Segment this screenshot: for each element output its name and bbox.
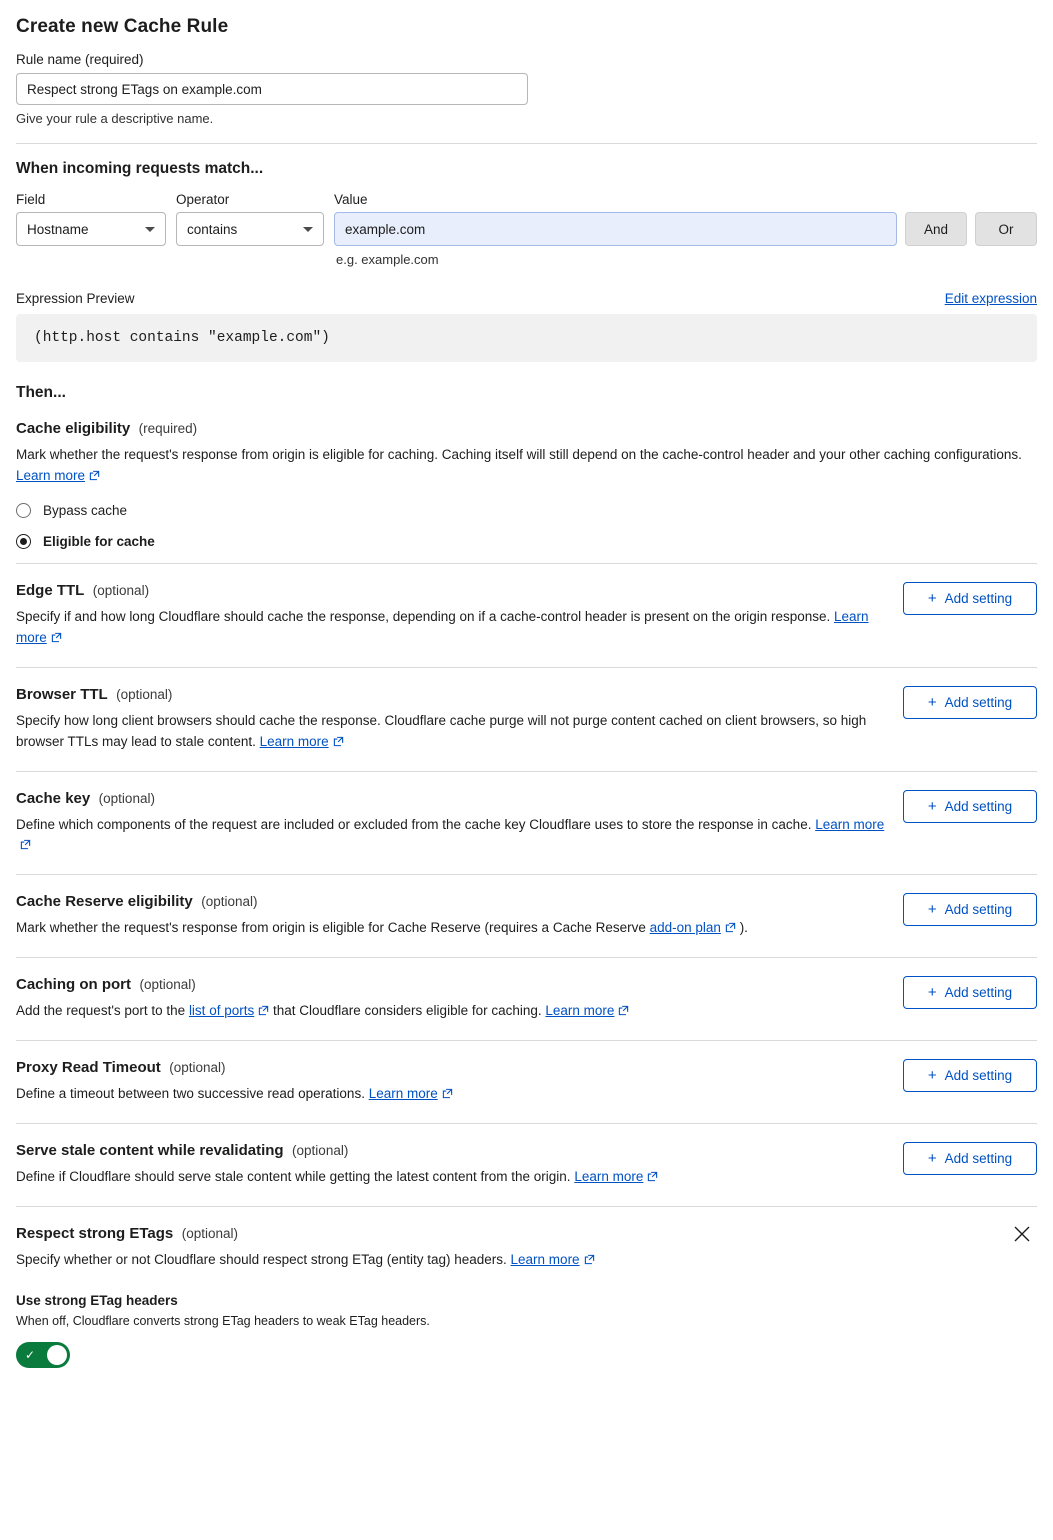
edit-expression-link[interactable]: Edit expression — [944, 291, 1037, 306]
setting-description-text-2: that Cloudflare considers eligible for caching. — [269, 1003, 546, 1019]
setting-learn-more-link[interactable]: Learn more — [815, 816, 885, 832]
toggle-knob — [47, 1345, 67, 1365]
setting-caching-on-port — [16, 957, 1037, 1040]
expression-preview-code: (http.host contains "example.com") — [16, 314, 1037, 362]
add-setting-label: Add setting — [944, 985, 1013, 1001]
setting-optional-tag: (optional) — [116, 686, 173, 702]
external-link-icon — [89, 470, 100, 481]
setting-title: Edge TTL — [16, 581, 85, 599]
then-heading: Then... — [16, 384, 66, 401]
chevron-down-icon — [145, 227, 155, 232]
operator-select-value: contains — [187, 221, 238, 237]
setting-title: Cache key — [16, 789, 91, 807]
add-setting-button-cache-reserve[interactable] — [903, 893, 1037, 926]
setting-description — [16, 1001, 896, 1022]
external-link-icon — [618, 1005, 629, 1016]
setting-description — [16, 711, 896, 753]
add-setting-button-caching-on-port[interactable] — [903, 976, 1037, 1009]
etags-sub-title: Use strong ETag headers — [16, 1292, 178, 1308]
setting-learn-more-link[interactable]: Learn more — [259, 733, 329, 749]
setting-proxy-read-timeout — [16, 1040, 1037, 1123]
etags-optional-tag: (optional) — [181, 1226, 238, 1242]
rule-name-help: Give your rule a descriptive name. — [16, 111, 214, 126]
setting-optional-tag: (optional) — [92, 582, 150, 598]
field-column-label: Field — [16, 192, 46, 207]
setting-browser-ttl — [16, 667, 1037, 771]
setting-description-text: Define if Cloudflare should serve stale content while getting the latest content from the origin. — [16, 1169, 575, 1185]
setting-title: Browser TTL — [16, 685, 108, 703]
cache-eligibility-learn-more-link[interactable]: Learn more — [16, 467, 86, 483]
etags-description-text: Specify whether or not Cloudflare should respect strong ETag (entity tag) headers. — [16, 1252, 511, 1268]
setting-title: Proxy Read Timeout — [16, 1059, 161, 1077]
etags-description — [16, 1250, 896, 1271]
external-link-icon — [258, 1005, 269, 1016]
setting-respect-strong-etags — [16, 1206, 1037, 1398]
value-input[interactable] — [334, 212, 897, 246]
setting-description — [16, 607, 896, 649]
setting-description — [16, 1084, 896, 1105]
setting-serve-stale-content — [16, 1123, 1037, 1206]
plus-icon: + — [927, 984, 937, 1002]
add-setting-label: Add setting — [944, 694, 1013, 710]
setting-description-text: Specify if and how long Cloudflare should cache the response, depending on if a cache-control header is present on the origin response. — [16, 608, 835, 624]
add-setting-button-edge-ttl[interactable] — [903, 582, 1037, 615]
external-link-icon — [584, 1254, 595, 1265]
add-setting-button-browser-ttl[interactable] — [903, 686, 1037, 719]
cache-eligibility-section — [16, 420, 1037, 563]
create-cache-rule-page — [0, 16, 1053, 1398]
cache-eligibility-description-text: Mark whether the request's response from origin is eligible for caching. Caching itself will still depend on the cache-control header and your other caching configurations. — [16, 447, 1022, 462]
setting-optional-tag: (optional) — [139, 977, 196, 993]
match-column-labels — [16, 192, 1037, 207]
operator-select[interactable] — [176, 212, 324, 246]
external-link-icon — [333, 736, 344, 747]
add-setting-button-proxy-read-timeout[interactable] — [903, 1059, 1037, 1092]
radio-icon — [16, 503, 31, 518]
expression-preview-label: Expression Preview — [16, 291, 135, 306]
remove-setting-button[interactable] — [1011, 1223, 1033, 1245]
setting-optional-tag: (optional) — [292, 1143, 349, 1159]
match-heading: When incoming requests match... — [16, 160, 264, 177]
add-setting-label: Add setting — [944, 1068, 1013, 1084]
external-link-icon — [20, 839, 31, 850]
setting-cache-reserve-eligibility — [16, 874, 1037, 957]
page-title: Create new Cache Rule — [16, 16, 229, 37]
setting-optional-tag: (optional) — [98, 790, 155, 806]
chevron-down-icon — [303, 227, 313, 232]
rule-name-input[interactable] — [16, 73, 528, 105]
setting-description — [16, 815, 896, 857]
add-setting-label: Add setting — [944, 590, 1013, 606]
external-link-icon — [51, 632, 62, 643]
radio-eligible-for-cache-label: Eligible for cache — [43, 533, 155, 549]
setting-description-text: Mark whether the request's response from origin is eligible for Cache Reserve (requires a Cache Reserve — [16, 920, 650, 936]
and-button[interactable]: And — [905, 212, 967, 246]
setting-learn-more-link[interactable]: Learn more — [368, 1086, 438, 1102]
setting-description-text: Specify how long client browsers should cache the response. Cloudflare cache purge will not purge content cached on client browsers, so high browser TTLs may lead to stale content. — [16, 712, 867, 749]
add-setting-button-cache-key[interactable] — [903, 790, 1037, 823]
radio-checked-icon — [16, 534, 31, 549]
check-icon: ✓ — [25, 1347, 36, 1362]
external-link-icon — [647, 1171, 658, 1182]
add-setting-label: Add setting — [944, 902, 1013, 918]
setting-description — [16, 918, 896, 939]
field-select[interactable] — [16, 212, 166, 246]
setting-optional-tag: (optional) — [169, 1060, 226, 1076]
plus-icon: + — [927, 1150, 937, 1168]
add-on-plan-link[interactable]: add-on plan — [649, 920, 721, 936]
radio-bypass-cache-label: Bypass cache — [43, 502, 128, 518]
external-link-icon — [442, 1088, 453, 1099]
external-link-icon — [725, 922, 736, 933]
list-of-ports-link[interactable]: list of ports — [188, 1003, 255, 1019]
radio-bypass-cache[interactable] — [16, 503, 1037, 518]
cache-eligibility-title: Cache eligibility — [16, 420, 131, 437]
plus-icon: + — [927, 901, 937, 919]
setting-title: Cache Reserve eligibility — [16, 893, 193, 911]
cache-eligibility-required: (required) — [138, 421, 198, 436]
value-column-label: Value — [334, 192, 368, 207]
value-hint: e.g. example.com — [336, 252, 439, 267]
setting-learn-more-link[interactable]: Learn more — [16, 608, 869, 645]
add-setting-label: Add setting — [944, 1151, 1013, 1167]
setting-title: Serve stale content while revalidating — [16, 1142, 284, 1160]
radio-eligible-for-cache[interactable] — [16, 534, 1037, 549]
plus-icon: + — [927, 693, 937, 711]
setting-optional-tag: (optional) — [201, 894, 258, 910]
setting-description-text: Define a timeout between two successive read operations. — [16, 1086, 369, 1102]
setting-title: Caching on port — [16, 976, 131, 994]
plus-icon: + — [927, 797, 937, 815]
setting-description-text-2: ). — [735, 920, 748, 936]
setting-description-text: Define which components of the request are included or excluded from the cache key Cloudflare uses to store the response in cache. — [16, 816, 816, 832]
plus-icon: + — [927, 1067, 937, 1085]
rule-name-label: Rule name (required) — [16, 52, 144, 67]
etags-sub-description: When off, Cloudflare converts strong ETag headers to weak ETag headers. — [16, 1313, 430, 1328]
plus-icon: + — [927, 589, 937, 607]
setting-edge-ttl — [16, 563, 1037, 667]
divider — [16, 143, 1037, 144]
setting-learn-more-link[interactable]: Learn more — [574, 1169, 644, 1185]
expression-header — [16, 291, 1037, 306]
match-row — [16, 212, 1037, 246]
etags-learn-more-link[interactable]: Learn more — [510, 1252, 580, 1268]
field-select-value: Hostname — [27, 221, 89, 237]
setting-learn-more-link[interactable]: Learn more — [545, 1003, 615, 1019]
setting-description-text: Add the request's port to the — [16, 1003, 189, 1019]
cache-eligibility-description — [16, 445, 1036, 487]
operator-column-label: Operator — [176, 192, 230, 207]
use-strong-etag-headers-toggle[interactable] — [16, 1342, 70, 1368]
add-setting-label: Add setting — [944, 798, 1013, 814]
setting-description — [16, 1167, 896, 1188]
or-button[interactable]: Or — [975, 212, 1037, 246]
setting-cache-key — [16, 771, 1037, 875]
etags-title: Respect strong ETags — [16, 1225, 174, 1243]
add-setting-button-serve-stale[interactable] — [903, 1142, 1037, 1175]
